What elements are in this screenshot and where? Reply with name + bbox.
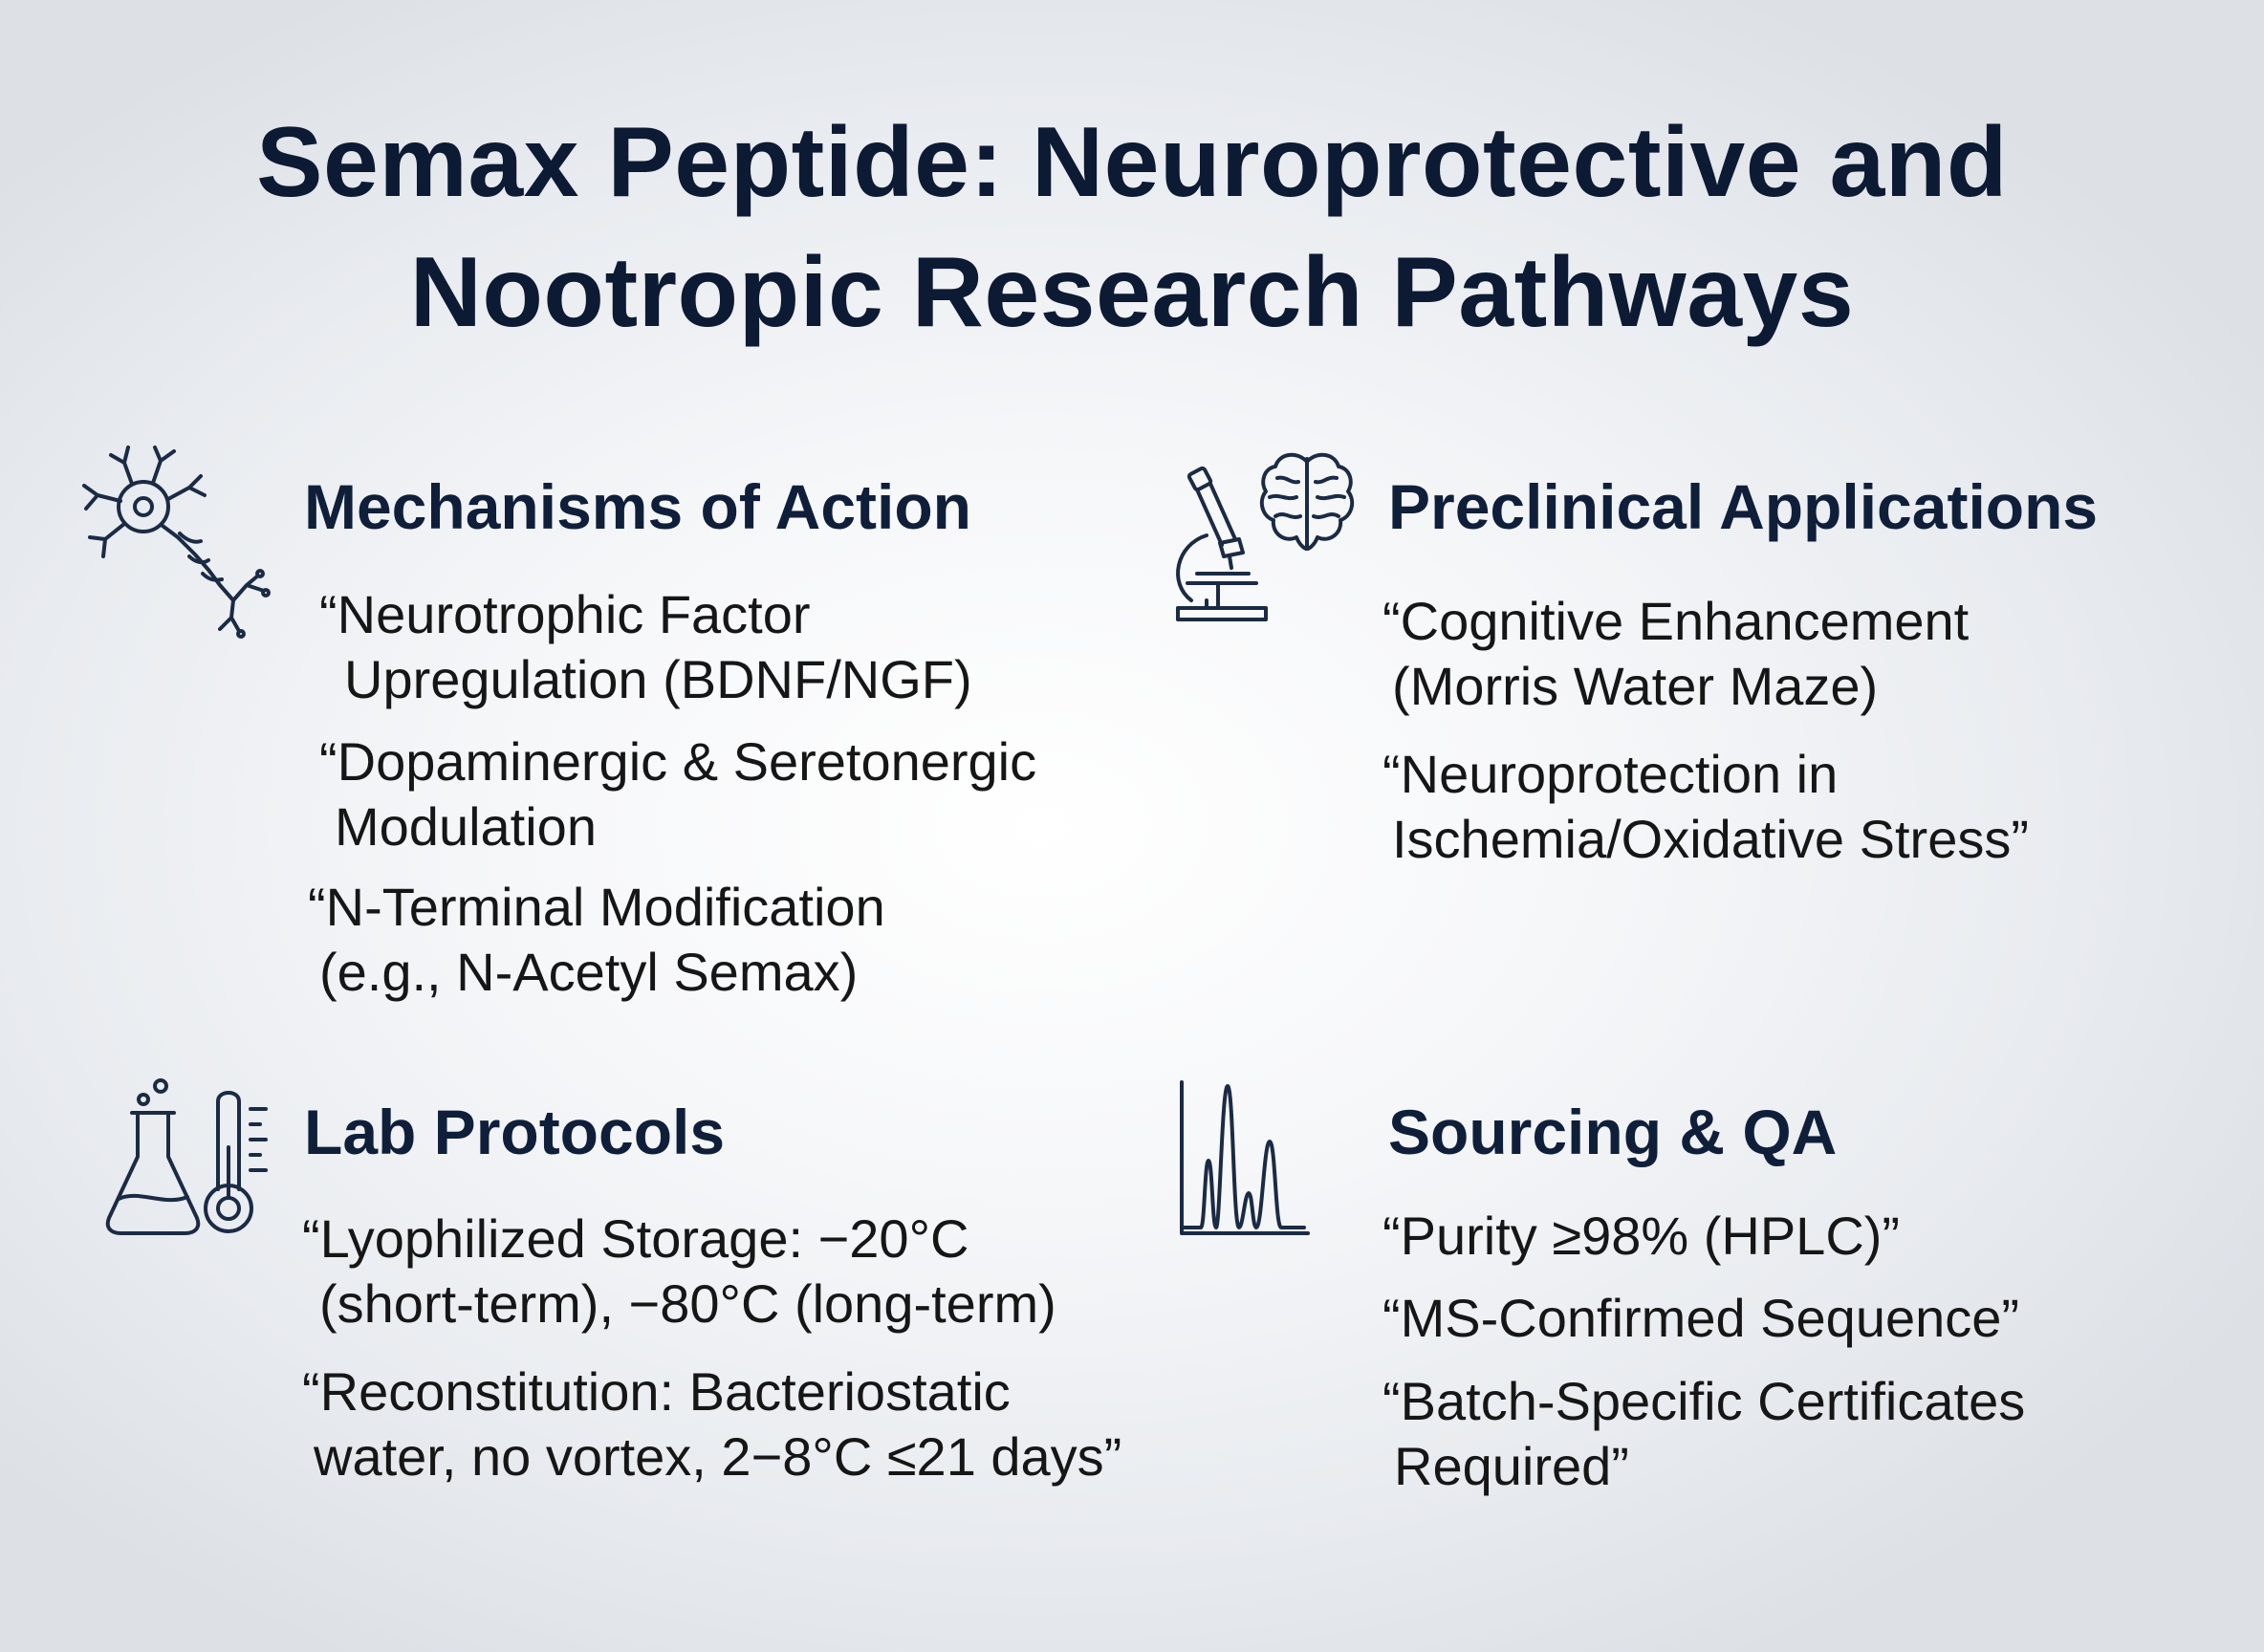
brain-icon xyxy=(1258,449,1356,556)
thermometer-icon xyxy=(201,1090,275,1235)
title-line-1: Semax Peptide: Neuroprotective and xyxy=(256,107,2008,218)
page-title xyxy=(0,98,2264,358)
list-item: “Neuroprotection in Ischemia/Oxidative Stress” xyxy=(1382,744,2029,869)
neuron-icon xyxy=(78,442,279,642)
chromatogram-icon xyxy=(1174,1078,1310,1237)
section-heading: Lab Protocols xyxy=(304,1097,726,1167)
section-heading: Sourcing & QA xyxy=(1388,1097,1838,1167)
list-item: “MS-Confirmed Sequence” xyxy=(1382,1288,2020,1348)
list-item: “Purity ≥98% (HPLC)” xyxy=(1382,1206,1901,1266)
list-item: “Lyophilized Storage: −20°C (short-term), −80°C (long-term) xyxy=(302,1208,1056,1334)
list-item: “Dopaminergic & Seretonergic Modulation xyxy=(319,731,1037,857)
title-line-2: Nootropic Research Pathways xyxy=(409,237,1855,348)
section-heading: Mechanisms of Action xyxy=(304,471,971,542)
list-item: “N-Terminal Modification (e.g., N-Acetyl Semax) xyxy=(308,877,885,1002)
flask-icon xyxy=(101,1078,205,1237)
list-item: “Cognitive Enhancement (Morris Water Maze) xyxy=(1382,591,1970,716)
list-item: “Neurotrophic Factor Upregulation (BDNF/NGF) xyxy=(319,584,972,709)
list-item: “Reconstitution: Bacteriostatic water, no vortex, 2−8°C ≤21 days” xyxy=(302,1361,1122,1487)
list-item: “Batch-Specific Certificates Required” xyxy=(1382,1371,2026,1496)
section-heading: Preclinical Applications xyxy=(1388,471,2099,542)
